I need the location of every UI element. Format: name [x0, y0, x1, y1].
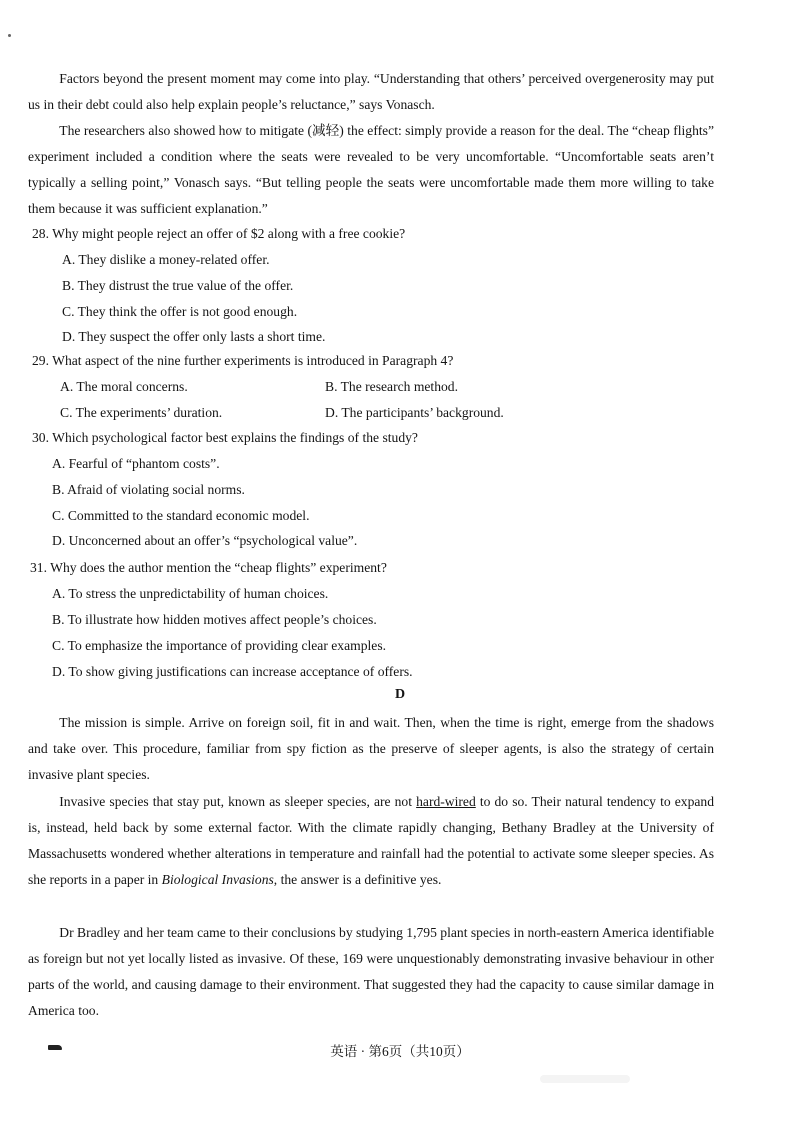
- question-28-option-b: B. They distrust the true value of the offer.: [62, 278, 294, 293]
- question-30-option-d: D. Unconcerned about an offer’s “psychological value”.: [52, 533, 358, 548]
- question-30-option-b: B. Afraid of violating social norms.: [52, 482, 245, 497]
- question-31-option-c: C. To emphasize the importance of providing clear examples.: [52, 638, 387, 653]
- question-29-option-d: D. The participants’ background.: [325, 405, 504, 420]
- passage-d-paragraph-3: Dr Bradley and her team came to their conclusions by studying 1,795 plant species in north-eastern America identifiable as foreign but not yet locally listed as invasive. Of these, 169 were unquestionably demonstrating invasive behaviour in other parts of the world, and causing damage to their environment. That suggested they had the capacity to cause similar damage in America too.: [28, 925, 714, 1019]
- passage-d-paragraph-1: The mission is simple. Arrive on foreign soil, fit in and wait. Then, when the time is right, emerge from the shadows and take over. This procedure, familiar from spy fiction as the preserve of sleeper agents, is also the strategy of certain invasive plant species.: [28, 715, 714, 783]
- passage-d-paragraph-2: [28, 789, 714, 893]
- paragraph-2-text-middle: to do so. Their natural tendency to expand is, instead, held back by some external factor. With the climate rapidly changing, Bethany Bradley at the University of Massachusetts wondered whether alterations in temperature and rainfall had the potential to activate some sleeper species. As she reports in a paper in: [28, 794, 714, 888]
- question-29-option-c: C. The experiments’ duration.: [60, 405, 223, 420]
- question-29-stem: 29. What aspect of the nine further experiments is introduced in Paragraph 4?: [32, 353, 454, 368]
- question-30-stem: 30. Which psychological factor best explains the findings of the study?: [32, 430, 418, 445]
- question-30-option-c: C. Committed to the standard economic model.: [52, 508, 310, 523]
- question-29-option-a: A. The moral concerns.: [60, 379, 188, 394]
- question-31-option-d: D. To show giving justifications can increase acceptance of offers.: [52, 664, 413, 679]
- question-31-option-b: B. To illustrate how hidden motives affect people’s choices.: [52, 612, 377, 627]
- question-31-option-a: A. To stress the unpredictability of human choices.: [52, 586, 329, 601]
- question-29-option-b: B. The research method.: [325, 379, 458, 394]
- question-28-option-c: C. They think the offer is not good enough.: [62, 304, 298, 319]
- question-28-option-a: A. They dislike a money-related offer.: [62, 252, 270, 267]
- paragraph-2-text-end: , the answer is a definitive yes.: [273, 872, 442, 888]
- page-footer: 英语 · 第6页（共10页）: [330, 1044, 470, 1059]
- question-28-stem: 28. Why might people reject an offer of $2 along with a free cookie?: [32, 226, 406, 241]
- question-28-option-d: D. They suspect the offer only lasts a short time.: [62, 329, 326, 344]
- passage-c-paragraph-1: Factors beyond the present moment may come into play. “Understanding that others’ perceived overgenerosity may put us in their debt could also help explain people’s reluctance,” says Vonasch.: [28, 71, 714, 113]
- scan-smudge: [540, 1075, 630, 1083]
- question-31-stem: 31. Why does the author mention the “cheap flights” experiment?: [30, 560, 387, 575]
- paragraph-2-text-start: Invasive species that stay put, known as sleeper species, are not: [59, 794, 417, 809]
- journal-title: Biological Invasions: [161, 872, 274, 888]
- passage-c-paragraph-2: The researchers also showed how to mitigate (减轻) the effect: simply provide a reason for the deal. The “cheap flights” experiment included a condition where the seats were revealed to be very uncomfortable. “Uncomfortable seats aren’t typically a selling point,” Vonasch says. “But telling people the seats were uncomfortable made them more willing to take them because it was sufficient explanation.”: [28, 123, 714, 217]
- underlined-term: hard-wired: [416, 794, 476, 809]
- question-30-option-a: A. Fearful of “phantom costs”.: [52, 456, 220, 471]
- passage-d-heading: D: [394, 687, 406, 702]
- scan-speck: [8, 34, 11, 37]
